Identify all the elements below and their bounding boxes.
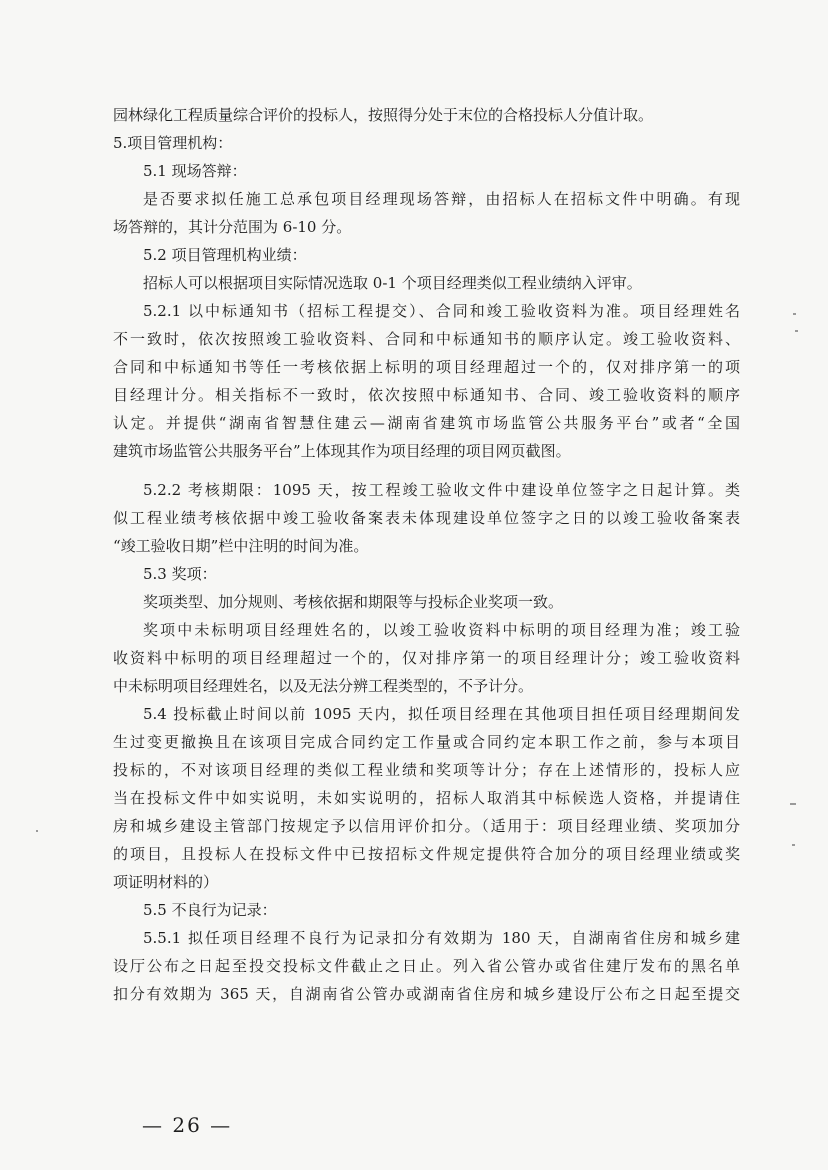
text-line: 认定。并提供“湖南省智慧住建云—湖南省建筑市场监管公共服务平台”或者“全国: [113, 414, 740, 432]
text-line: 投标的，不对该项目经理的类似工程业绩和奖项等计分；存在上述情形的，投标人应: [113, 761, 740, 779]
text-line: 5.5.1 拟任项目经理不良行为记录扣分有效期为 180 天，自湖南省住房和城乡建: [143, 929, 740, 947]
text-line: 房和城乡建设主管部门按规定予以信用评价扣分。（适用于：项目经理业绩、奖项加分: [113, 817, 740, 835]
scan-speck: [792, 844, 795, 846]
text-line: 中未标明项目经理姓名，以及无法分辨工程类型的，不予计分。: [113, 677, 534, 695]
text-line: 5.2.1 以中标通知书（招标工程提交）、合同和竣工验收资料为准。项目经理姓名: [143, 302, 740, 320]
text-line: 场答辩的，其计分范围为 6-10 分。: [113, 218, 352, 236]
subsection-heading: 5.2 项目管理机构业绩：: [143, 246, 307, 264]
text-line: 设厅公布之日起至投交投标文件截止之日止。列入省公管办或省住建厅发布的黑名单: [113, 957, 740, 975]
section-heading: 5.项目管理机构：: [113, 134, 233, 152]
text-line: 的项目，且投标人在投标文件中已按招标文件规定提供符合加分的项目经理业绩或奖: [113, 845, 740, 863]
subsection-heading: 5.5 不良行为记录：: [143, 901, 277, 919]
body-text: [113, 101, 740, 1008]
text-line: 不一致时，依次按照竣工验收资料、合同和中标通知书的顺序认定。竣工验收资料、: [113, 330, 740, 348]
subsection-heading: 5.3 奖项：: [143, 565, 217, 583]
text-line: 奖项类型、加分规则、考核依据和期限等与投标企业奖项一致。: [143, 593, 564, 611]
subsection-heading: 5.1 现场答辩：: [143, 162, 247, 180]
scan-speck: [36, 830, 38, 832]
text-line: 招标人可以根据项目实际情况选取 0-1 个项目经理类似工程业绩纳入评审。: [143, 274, 642, 292]
text-line: “竣工验收日期”栏中注明的时间为准。: [113, 537, 369, 555]
scan-speck: [793, 313, 796, 315]
text-line: 收资料中标明的项目经理超过一个的，仅对排序第一的项目经理计分；竣工验收资料: [113, 649, 740, 667]
text-line: 建筑市场监管公共服务平台”上体现其作为项目经理的项目网页截图。: [113, 442, 571, 460]
text-line: 园林绿化工程质量综合评价的投标人，按照得分处于末位的合格投标人分值计取。: [113, 106, 654, 124]
text-line: 5.4 投标截止时间以前 1095 天内，拟任项目经理在其他项目担任项目经理期间发: [143, 705, 740, 723]
text-line: 扣分有效期为 365 天，自湖南省公管办或湖南省住房和城乡建设厅公布之日起至提交: [113, 985, 740, 1003]
text-line: 合同和中标通知书等任一考核依据上标明的项目经理超过一个的，仅对排序第一的项: [113, 358, 740, 376]
text-line: 似工程业绩考核依据中竣工验收备案表未体现建设单位签字之日的以竣工验收备案表: [113, 509, 740, 527]
page-number: — 26 —: [142, 1113, 233, 1137]
text-line: 当在投标文件中如实说明，未如实说明的，招标人取消其中标候选人资格，并提请住: [113, 789, 740, 807]
text-line: 生过变更撤换且在该项目完成合同约定工作量或合同约定本职工作之前，参与本项目: [113, 733, 740, 751]
text-line: 5.2.2 考核期限：1095 天，按工程竣工验收文件中建设单位签字之日起计算。类: [143, 481, 740, 499]
scan-speck: [795, 330, 798, 332]
text-line: 目经理计分。相关指标不一致时，依次按照中标通知书、合同、竣工验收资料的顺序: [113, 386, 740, 404]
text-line: 奖项中未标明项目经理姓名的，以竣工验收资料中标明的项目经理为准；竣工验: [143, 621, 740, 639]
text-line: 项证明材料的）: [113, 873, 219, 891]
scan-speck: [790, 803, 796, 805]
text-line: 是否要求拟任施工总承包项目经理现场答辩，由招标人在招标文件中明确。有现: [143, 190, 740, 208]
